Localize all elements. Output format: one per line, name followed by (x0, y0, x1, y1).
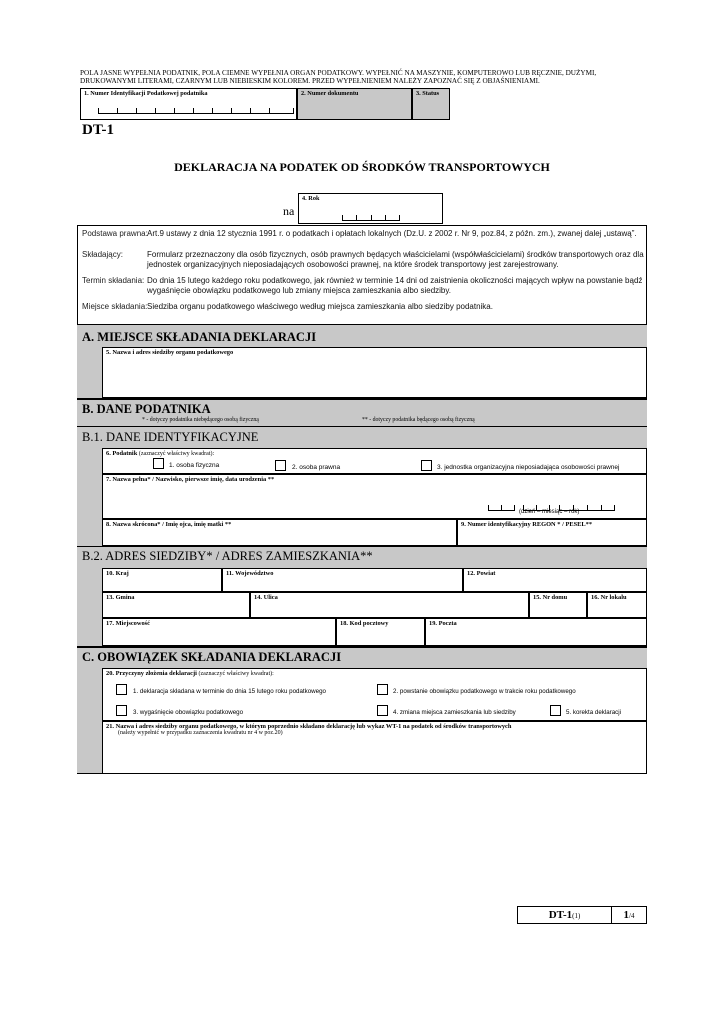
field21-hint: (należy wypełnić w przypadku zaznaczenia kwadratu nr 4 w poz.20) (118, 730, 283, 736)
section-c-gutter (77, 668, 102, 773)
f14-label: 14. Ulica (254, 594, 278, 601)
footer-form-code (518, 907, 612, 923)
previous-office-field[interactable] (102, 721, 647, 774)
footer-code: DT-1 (548, 909, 573, 921)
section-b2-title: B.2. ADRES SIEDZIBY* / ADRES ZAMIESZKANIA** (82, 549, 373, 563)
doc-number-label: 2. Numer dokumentu (301, 90, 359, 97)
reason-4-label: 4. zmiana miejsca zamieszkania lub siedziby (393, 709, 516, 716)
county-field[interactable] (463, 568, 647, 592)
status-field (412, 88, 450, 120)
note-legal-entity: * - dotyczy podatnika niebędącego osobą fizyczną (142, 417, 259, 423)
header-instructions: POLA JASNE WYPEŁNIA PODATNIK, POLA CIEMNE WYPEŁNIA ORGAN PODATKOWY. WYPEŁNIĆ NA MASZYNIE, KOMPUTEROWO LUB RĘCZNIE, DUŻYMI, DRUKOWANYMI LITERAMI, CZARNYM LUB NIEBIESKIM KOLOREM. PRZED WYPEŁNIENIEM NALEŻY ZAPOZNAĆ SIĘ Z OBJAŚNIENIAMI. (80, 69, 597, 86)
page-title: DEKLARACJA NA PODATEK OD ŚRODKÓW TRANSPORTOWYCH (174, 160, 550, 174)
nip-boxes (98, 107, 294, 114)
voivodeship-field[interactable] (222, 568, 463, 592)
info-label-deadline: Termin składania: (82, 276, 145, 285)
section-a-title: A. MIEJSCE SKŁADANIA DEKLARACJI (82, 330, 317, 344)
year-label: 4. Rok (302, 195, 320, 202)
footer-page-number (612, 907, 646, 923)
year-field[interactable] (298, 193, 443, 224)
info-label-basis: Podstawa prawna: (82, 229, 148, 238)
info-text-deadline: Do dnia 15 lutego każdego roku podatkowego, jak również w terminie 14 dni od zaistnienia okoliczności mających wpływ na powstanie bądź wygaśnięcie obowiązku podatkowego lub zmiany miejsca zamieszkania albo siedziby. (147, 276, 643, 295)
section-b1-title: B.1. DANE IDENTYFIKACYJNE (82, 430, 259, 444)
country-field[interactable] (102, 568, 222, 592)
checkbox-natural-person[interactable] (153, 458, 164, 469)
info-text-filer: Formularz przeznaczony dla osób fizycznych, osób prawnych będących właścicielami (współwłaścicielami) środków transportowych oraz dla jednostek organizacyjnych nieposiadających osobowości prawnej, na które środek transportowy jest zarejestrowany. (147, 250, 644, 269)
f19-label: 19. Poczta (429, 620, 457, 627)
checkbox-reason-3[interactable] (116, 705, 127, 716)
birth-day-boxes (488, 504, 515, 511)
tax-office-field[interactable] (102, 347, 647, 398)
section-b-title: B. DANE PODATNIKA (82, 402, 211, 416)
short-name-field[interactable] (102, 519, 457, 546)
date-format-hint: (dzień – miesiąc – rok) (519, 509, 580, 515)
reason-2-label: 2. powstanie obowiązku podatkowego w trakcie roku podatkowego (393, 688, 576, 695)
info-label-filer: Składający: (82, 250, 123, 259)
nip-field[interactable] (80, 88, 297, 120)
info-label-place: Miejsce składania: (82, 302, 148, 311)
checkbox-reason-2[interactable] (377, 684, 388, 695)
reason-3-label: 3. wygaśnięcie obowiązku podatkowego (133, 709, 244, 716)
field6-label: 6. Podatnik (106, 450, 138, 457)
city-field[interactable] (102, 618, 336, 646)
info-text-basis: Art.9 ustawy z dnia 12 stycznia 1991 r. o podatkach i opłatach lokalnych (Dz.U. z 2002 r. Nr 9, poz.84, z późn. zm.), zwanej dalej „ustawą”. (147, 229, 637, 238)
document-number-field (297, 88, 412, 120)
field20-hint: (zaznaczyć właściwy kwadrat): (198, 671, 274, 677)
house-number-field[interactable] (529, 592, 587, 618)
checkbox-reason-5[interactable] (550, 705, 561, 716)
regon-pesel-field[interactable] (457, 519, 647, 546)
checkbox-reason-4[interactable] (377, 705, 388, 716)
section-c-title: C. OBOWIĄZEK SKŁADANIA DEKLARACJI (82, 650, 342, 664)
option-natural-person: 1. osoba fizyczna (169, 462, 220, 469)
status-label: 3. Status (416, 90, 440, 97)
nip-label: 1. Numer Identyfikacji Podatkowej podatnika (84, 90, 208, 97)
form-code: DT-1 (82, 122, 114, 138)
note-natural-person: ** - dotyczy podatnika będącego osobą fizyczną (362, 417, 475, 423)
f13-label: 13. Gmina (106, 594, 135, 601)
f10-label: 10. Kraj (106, 570, 129, 577)
field5-label: 5. Nazwa i adres siedziby organu podatkowego (106, 349, 234, 356)
info-text-place: Siedziba organu podatkowego właściwego według miejsca zamieszkania albo siedziby podatnika. (147, 302, 493, 311)
f11-label: 11. Województwo (226, 570, 274, 577)
checkbox-legal-person[interactable] (275, 460, 286, 471)
field20-label: 20. Przyczyny złożenia deklaracji (106, 670, 197, 677)
option-organizational-unit: 3. jednostka organizacyjna nieposiadająca osobowości prawnej (437, 464, 620, 471)
field21-label: 21. Nazwa i adres siedziby organu podatkowego, w którym poprzednio składano deklarację lub wykaz WT-1 na podatek od środków transportowych (106, 723, 512, 730)
field6-hint: (zaznaczyć właściwy kwadrat): (138, 451, 215, 457)
field8-label: 8. Nazwa skrócona* / Imię ojca, imię matki ** (106, 521, 232, 528)
apartment-number-field[interactable] (587, 592, 647, 618)
f18-label: 18. Kod pocztowy (340, 620, 389, 627)
field7-label: 7. Nazwa pełna* / Nazwisko, pierwsze imię, data urodzenia ** (106, 476, 275, 483)
post-office-field[interactable] (425, 618, 647, 646)
f17-label: 17. Miejscowość (106, 620, 151, 627)
reason-5-label: 5. korekta deklaracji (566, 709, 622, 716)
f12-label: 12. Powiat (467, 570, 496, 577)
f16-label: 16. Nr lokalu (591, 594, 627, 601)
year-prefix: na (283, 204, 295, 218)
divider (77, 426, 647, 427)
field9-label: 9. Numer identyfikacyjny REGON * / PESEL** (461, 521, 593, 528)
footer-of: /4 (629, 912, 635, 920)
f15-label: 15. Nr domu (533, 594, 568, 601)
option-legal-person: 2. osoba prawna (292, 464, 341, 471)
municipality-field[interactable] (102, 592, 250, 618)
footer-box (517, 906, 647, 924)
checkbox-reason-1[interactable] (116, 684, 127, 695)
reason-1-label: 1. deklaracja składana w terminie do dnia 15 lutego roku podatkowego (133, 688, 326, 695)
footer-page: 1 (623, 909, 630, 921)
postal-code-field[interactable] (336, 618, 425, 646)
street-field[interactable] (250, 592, 529, 618)
year-boxes (342, 214, 400, 221)
footer-version: (1) (572, 912, 581, 920)
checkbox-organizational-unit[interactable] (421, 460, 432, 471)
